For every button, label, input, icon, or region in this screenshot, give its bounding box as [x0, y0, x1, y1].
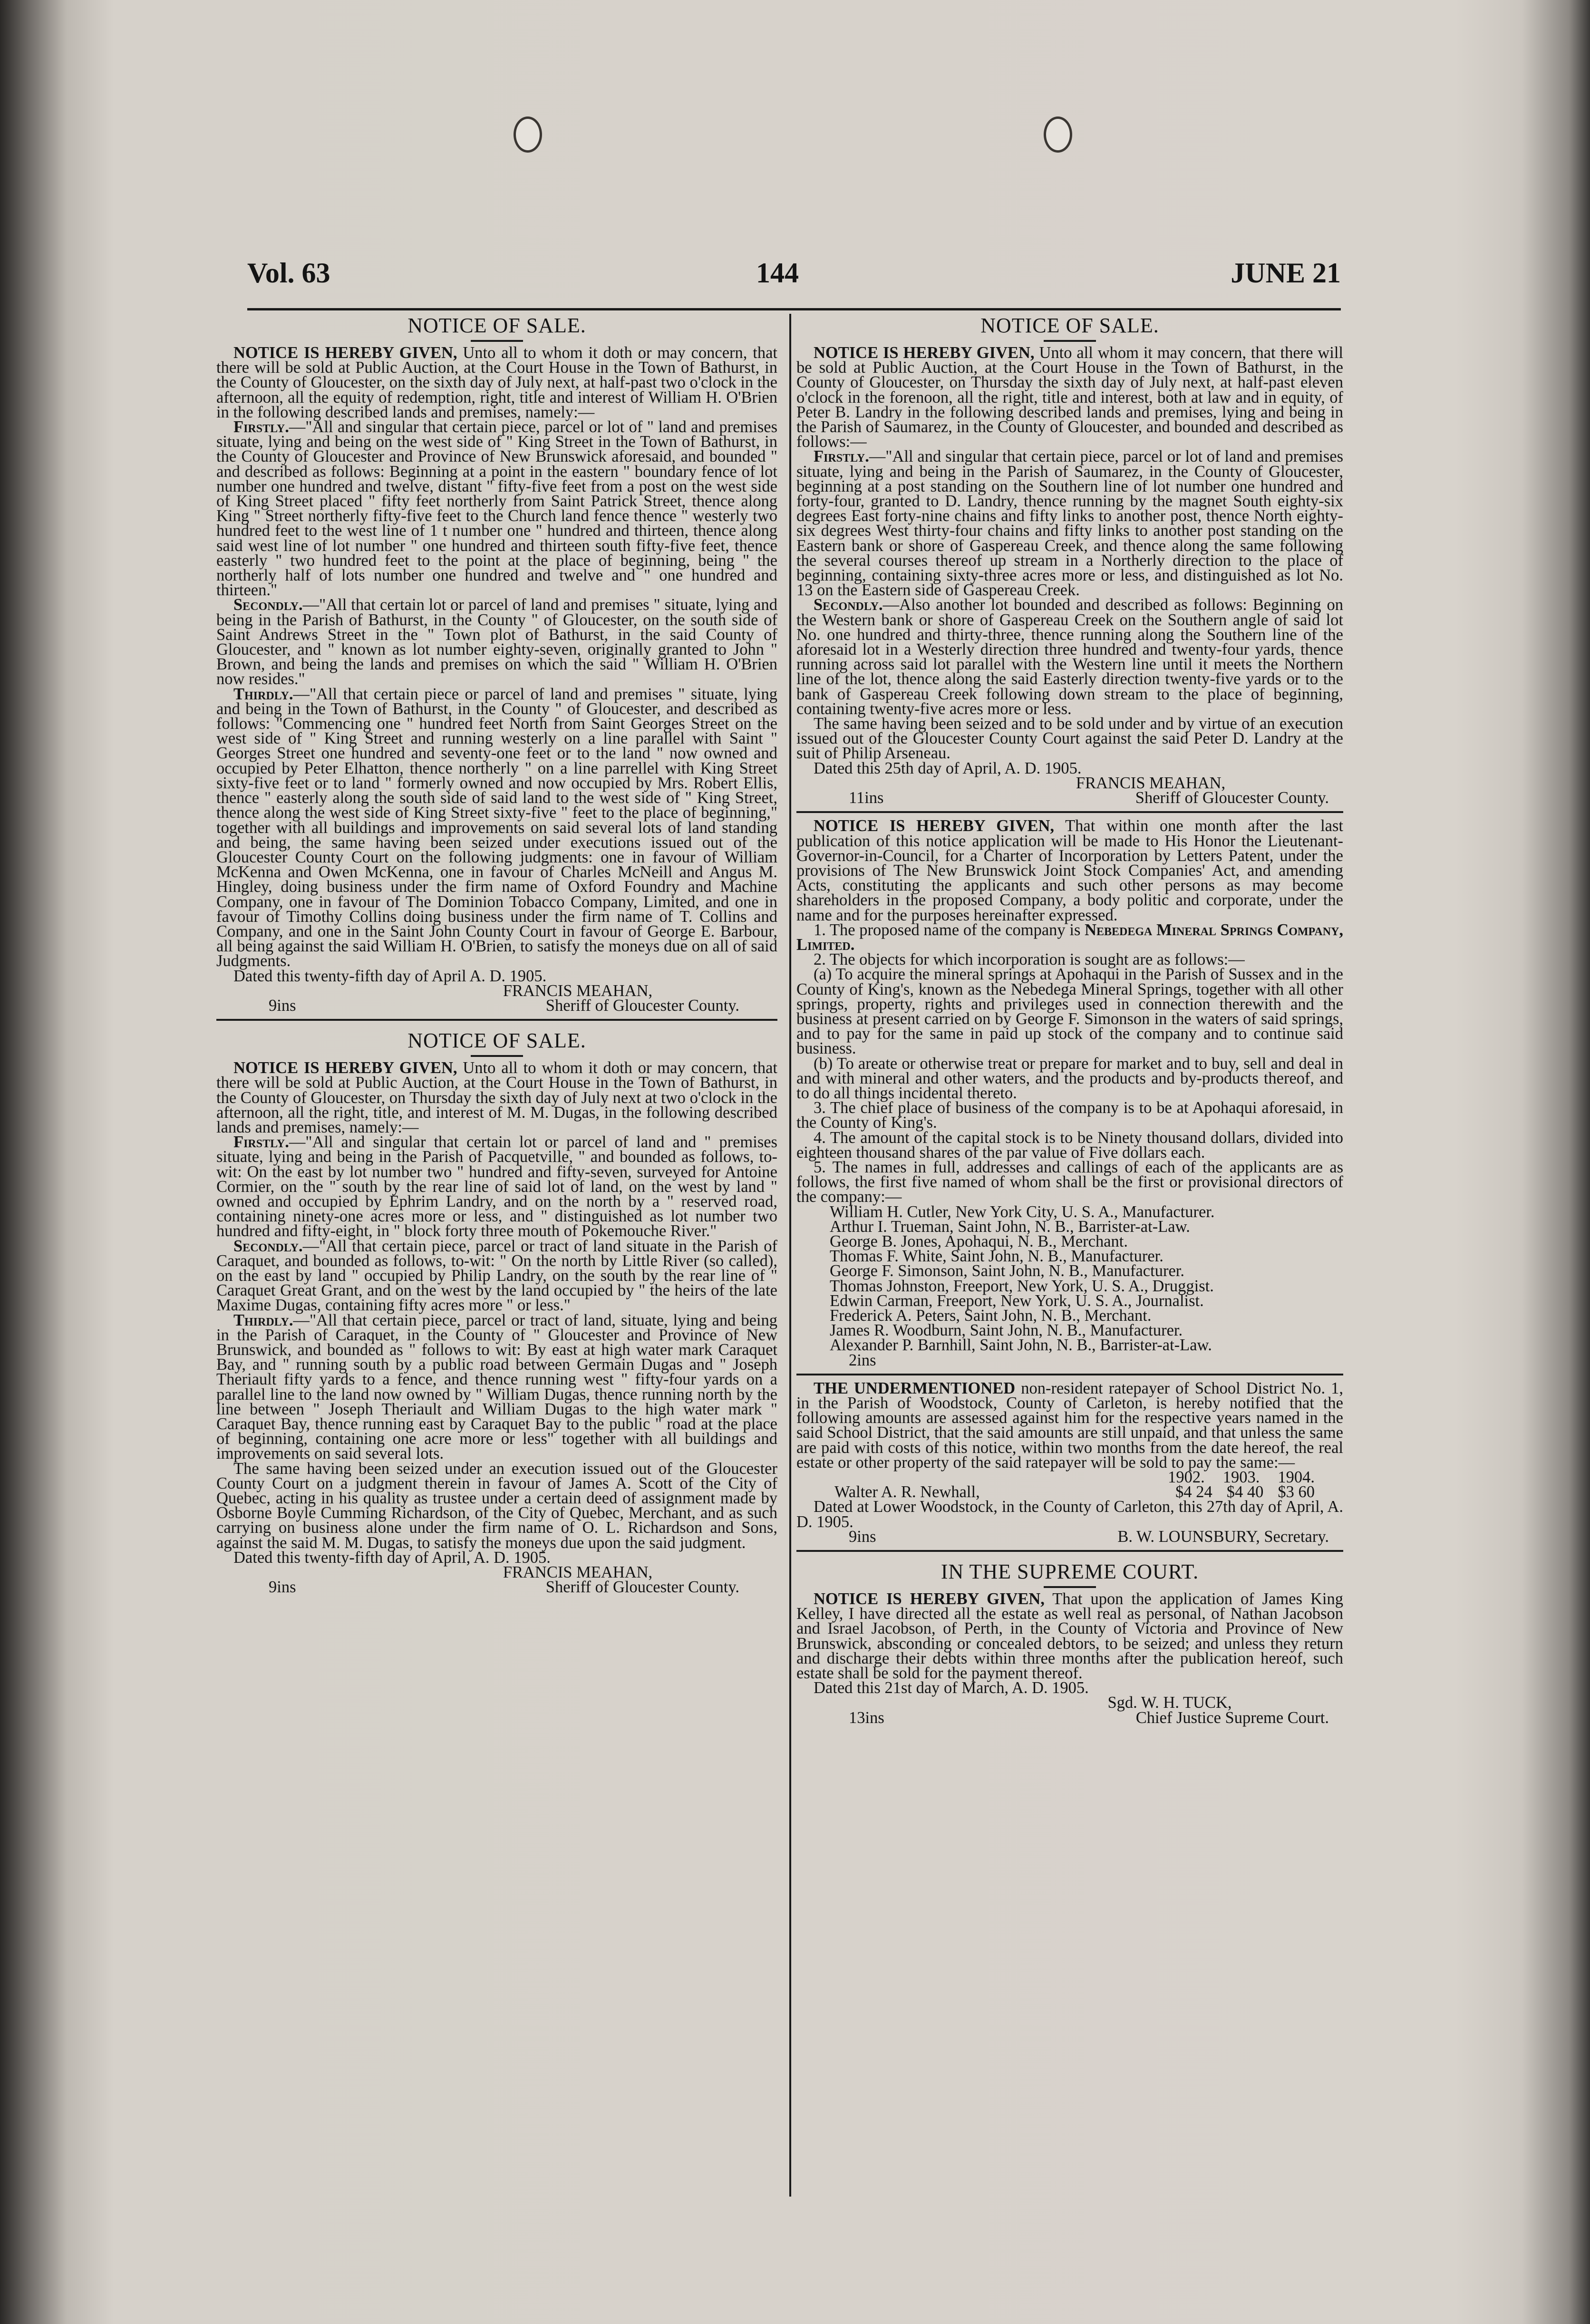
right-column	[796, 311, 1343, 1725]
volume-number: Vol. 63	[247, 257, 330, 289]
header-rule	[247, 308, 1341, 310]
insertion-count: 9ins	[849, 1527, 876, 1546]
seizure-paragraph: The same having been seized and to be sold under and by virtue of an execution issued out of the Gloucester County Court against the said Peter D. Landry at the suit of Philip Arseneau.	[796, 715, 1343, 763]
ratepayer-name: Walter A. R. Newhall,	[834, 1483, 980, 1501]
signer-office: Sheriff of Gloucester County.	[545, 996, 739, 1015]
notice-title: NOTICE OF SALE.	[407, 314, 586, 337]
item-1: 1. The proposed name of the company is Nebedega Mineral Springs Company, Limited.	[796, 920, 1344, 954]
punch-hole	[1044, 116, 1072, 153]
insertion-count: 9ins	[269, 996, 296, 1015]
notice-dated: Dated this twenty-fifth day of April, A. D. 1905.	[233, 1548, 551, 1567]
insertion-count: 11ins	[849, 789, 884, 807]
signer-name: B. W. LOUNSBURY, Secretary.	[1117, 1527, 1329, 1546]
director-entry: George B. Jones, Apohaqui, N. B., Merchant.	[830, 1232, 1128, 1250]
director-entry: Thomas Johnston, Freeport, New York, U. S. A., Druggist.	[830, 1277, 1214, 1295]
notice-title: NOTICE OF SALE.	[407, 1029, 586, 1053]
director-entry: William H. Cutler, New York City, U. S. A., Manufacturer.	[830, 1202, 1215, 1221]
signer-name: FRANCIS MEAHAN,	[1076, 774, 1226, 792]
thirdly-paragraph: Thirdly.—"All that certain piece, parcel or tract of land, situate, lying and being in the Parish of Caraquet, in the County of " Gloucester and Province of New Brunswick, and bounded as " follows to wit: By east at high water mark Caraquet Bay, and " running south by a public road between Germain Dugas and " Joseph Theriault fifty yards to a fence, and thence running west " fifty-four yards on a parallel line to the land now owned by " William Dugas, thence running north by the line between " Joseph Theriault and William Dugas to the high water mark " Caraquet Bay, thence running east by Caraquet Bay to the public " road at the place of beginning, containing one acre more or less" together with all buildings and improvements on said several lots.	[216, 1311, 777, 1463]
thirdly-paragraph: Thirdly.—"All that certain piece or parcel of land and premises " situate, lying and being in the Town of Bathurst, in the County " of Gloucester, and described as follows: "Commencing one " hundred feet North from Saint Georges Street on the west side of " King Street and running westerly on a line parallel with Saint " Georges Street one hundred and seventy-one feet or to the land " now owned and occupied by Peter Elhatton, thence northerly " on a line parrellel with King Street sixty-five feet or to land " formerly owned and now occupied by Mrs. Robert Ellis, thence " easterly along the south side of said land to the west side of " King Street, thence along the west side of King Street sixty-five " feet to the place of beginning," together with all buildings and improvements on said several lots of land standing and being, the same having been seized under executions issued out of the Gloucester County Court on the following judgments: one in favour of William McKenna and Owen McKenna, one in favour of Charles McNeill and Angus M. Hingley, doing business under the firm name of Oxford Foundry and Machine Company, one in favour of The Dominion Tobacco Company, Limited, and one in favour of Timothy Collins doing business under the firm name of T. Collins and Company, and one in the Saint John County Court in favour of George E. Barbour, all being against the said William H. O'Brien, to satisfy the moneys due on all of said Judgments.	[216, 685, 777, 970]
punch-hole	[514, 116, 542, 153]
notice-dated: Dated this twenty-fifth day of April A. D. 1905.	[233, 967, 547, 985]
section-divider	[796, 1550, 1343, 1552]
notice-title: IN THE SUPREME COURT.	[940, 1560, 1199, 1584]
seizure-paragraph: The same having been seized under an execution issued out of the Gloucester County Court on a judgment therein in favour of James A. Scott of the City of Quebec, acting in his quality as trustee under a certain deed of assignment made by Osborne Boyle Cumming Richardson, of the City of Quebec, Merchant, and as such carrying on business alone under the firm name of O. L. Richardson and Sons, against the said M. M. Dugas, to satisfy the moneys due upon the said judgment.	[216, 1459, 777, 1552]
insertion-count: 9ins	[269, 1578, 296, 1597]
title-rule	[471, 340, 523, 342]
notice-intro: THE UNDERMENTIONED non-resident ratepayer of School District No. 1, in the Parish of Woodstock, County of Carleton, is hereby notified that the following amounts are assessed against him for the respective years named in the said School District, that the said amounts are still unpaid, and that unless the same are paid with costs of this notice, within two months from the date hereof, the real estate or other property of the said ratepayer will be sold to pay the same:—	[796, 1379, 1343, 1472]
secondly-paragraph: Secondly.—Also another lot bounded and described as follows: Beginning on the Western bank or shore of Gaspereau Creek on the Southern angle of said lot No. one hundred and thirty-three, thence running along the Southern line of the aforesaid lot in a Westerly direction three hundred and twenty-four yards, thence running across said lot parallel with the Western line until it meets the Northern line of the lot, thence along the said Easterly direction twenty-five yards or to the bank of Gaspereau Creek following down stream to the place of beginning, containing twenty-five acres more or less.	[796, 596, 1343, 718]
title-rule	[471, 1055, 523, 1057]
signer-name: Sgd. W. H. TUCK,	[1107, 1694, 1232, 1712]
title-rule	[1044, 340, 1096, 342]
item-2: 2. The objects for which incorporation is sought are as follows:—	[814, 950, 1245, 969]
item-2b: (b) To areate or otherwise treat or prepare for market and to buy, sell and deal in and with mineral and other waters, and the products and by-products thereof, and to do all things incidental thereto.	[796, 1054, 1343, 1102]
page-number: 144	[756, 257, 799, 289]
item-4: 4. The amount of the capital stock is to be Ninety thousand dollars, divided into eighteen thousand shares of the par value of Five dollars each.	[796, 1128, 1343, 1162]
notice-title: NOTICE OF SALE.	[980, 314, 1159, 337]
notice-intro: NOTICE IS HEREBY GIVEN, That upon the application of James King Kelley, I have directed all the estate as well real as personal, of Nathan Jacobson and Israel Jacobson, of Perth, in the County of Victoria and Province of New Brunswick, absconding or concealed debtors, to be seized; and unless they return and discharge their debts within three months after the publication hereof, such estate shall be sold for the payment thereof.	[796, 1590, 1344, 1683]
notice-intro: NOTICE IS HEREBY GIVEN, That within one month after the last publication of this notice application will be made to His Honor the Lieutenant-Governor-in-Council, for a Charter of Incorporation by Letters Patent, under the provisions of The New Brunswick Joint Stock Companies' Act, and amending Acts, constituting the applicants and such other persons as may become shareholders in the proposed Company, a body politic and corporate, under the name and for the purposes hereinafter expressed.	[796, 817, 1343, 924]
notice-of-sale-dugas	[216, 1026, 777, 1595]
director-entry: James R. Woodburn, Saint John, N. B., Manufacturer.	[830, 1321, 1183, 1340]
signer-name: FRANCIS MEAHAN,	[503, 981, 653, 1000]
item-2a: (a) To acquire the mineral springs at Apohaqui in the Parish of Sussex and in the County of King's, known as the Nebedega Mineral Springs, together with all other springs, property, rights and privileges used in connection therewith and the business at present carried on by George F. Simonson in the waters of said springs, and to pay for the same in paid up stock of the company and to continue said business.	[796, 965, 1343, 1058]
notice-of-sale-obrien	[216, 311, 777, 1013]
director-entry: Thomas F. White, Saint John, N. B., Manufacturer.	[830, 1247, 1163, 1266]
director-entry: Alexander P. Barnhill, Saint John, N. B., Barrister-at-Law.	[830, 1336, 1212, 1355]
director-entry: George F. Simonson, Saint John, N. B., Manufacturer.	[830, 1262, 1184, 1280]
director-entry: Frederick A. Peters, Saint John, N. B., Merchant.	[830, 1307, 1152, 1325]
notice-dated: Dated this 21st day of March, A. D. 1905.	[814, 1679, 1089, 1697]
notice-ratepayer	[796, 1381, 1343, 1544]
secondly-paragraph: Secondly.—"All that certain piece, parcel or tract of land situate in the Parish of Caraquet, and bounded as follows, to-wit: " On the north by Little River (so called), on the east by land " occupied by Philip Landry, on the south by the rear line of " Caraquet Great Grant, and on the west by the land occupied by " the heirs of the late Maxime Dugas, containing fifty acres more " or less."	[216, 1237, 777, 1315]
left-column	[216, 311, 777, 1595]
section-divider	[796, 811, 1343, 813]
assessment-row: Walter A. R. Newhall, $4 24 $4 40 $3 60	[834, 1483, 1315, 1501]
title-rule	[1044, 1586, 1096, 1588]
notice-dated: Dated this 25th day of April, A. D. 1905.	[814, 759, 1082, 777]
firstly-paragraph: Firstly.—"All and singular that certain piece, parcel or lot of land and premises situate, lying and being in the Parish of Saumarez, in the County of Gloucester, beginning at a post standing on the Southern line of lot number one hundred and forty-four, granted to D. Landry, thence running by the magnet South eighty-six degrees East forty-nine chains and fifty links to another post, thence North eighty-six degrees West thirty-four chains and fifty links to another post standing on the Eastern bank or shore of Gaspereau Creek, and thence along the same following the several courses thereof up stream in a Northerly direction to the place of beginning, containing sixty-three acres more or less, and distinguished as lot No. 13 on the Eastern side of Gaspereau Creek.	[796, 447, 1343, 600]
signer-office: Sheriff of Gloucester County.	[1135, 789, 1329, 807]
page-header	[247, 257, 1341, 300]
column-divider	[789, 314, 791, 2197]
notice-of-sale-landry	[796, 311, 1343, 805]
notice-supreme-court	[796, 1558, 1343, 1725]
signer-name: FRANCIS MEAHAN,	[503, 1563, 653, 1582]
secondly-paragraph: Secondly.—"All that certain lot or parcel of land and premises " situate, lying and being in the Parish of Bathurst, in the County " of Gloucester, on the south side of Saint Andrews Street in the " Town plot of Bathurst, in the said County of Gloucester, and " known as lot number eighty-seven, originally granted to John " Brown, and being the lands and premises on which the said " William H. O'Brien now resides."	[216, 596, 777, 688]
item-5: 5. The names in full, addresses and callings of each of the applicants are as follows, the first five named of whom shall be the first or provisional directors of the company:—	[796, 1158, 1343, 1206]
firstly-paragraph: Firstly.—"All and singular that certain lot or parcel of land and " premises situate, lying and being in the Parish of Pacquetville, " and bounded as follows, to-wit: On the east by lot number two " hundred and fifty-seven, surveyed for Antoine Cormier, on the " south by the rear line of said lot of land, on the west by land " owned and occupied by Ephrim Landry, and on the north by a " reserved road, containing ninety-one acres more or less, and " distinguished as lot number two hundred and fifty-eight, in " block forty three mouth of Pokemouche River."	[216, 1133, 777, 1240]
notice-intro: NOTICE IS HEREBY GIVEN, Unto all to whom it doth or may concern, that there will be sold at Public Auction, at the Court House in the Town of Bathurst, in the County of Gloucester, on Thursday the sixth day of July next at two o'clock in the afternoon, all the right, title, and interest of M. M. Dugas, in the following described lands and premises, namely:—	[216, 1059, 777, 1136]
insertion-count: 2ins	[849, 1351, 876, 1369]
signer-office: Chief Justice Supreme Court.	[1135, 1708, 1329, 1727]
firstly-paragraph: Firstly.—"All and singular that certain piece, parcel or lot of " land and premises situate, lying and being on the west side of " King Street in the Town of Bathurst, in the County of Gloucester and Province of New Brunswick aforesaid, and bounded " and described as follows: Beginning at a point in the eastern " boundary fence of lot number one hundred and twelve, distant " fifty-five feet from a post on the west side of King Street placed " fifty feet northerly from Saint Patrick Street, thence along King " Street northerly fifty-five feet to the Church land fence thence " westerly two hundred feet to the west line of 1 t number one " hundred and thirteen, thence along said west line of lot number " one hundred and thirteen south fifty-five feet, thence easterly " two hundred feet to the point at the place of beginning, being " the northerly half of lots number one hundred and twelve and " one hundred and thirteen."	[216, 418, 777, 600]
item-3: 3. The chief place of business of the company is to be at Apohaqui aforesaid, in the County of King's.	[796, 1099, 1343, 1132]
signer-office: Sheriff of Gloucester County.	[545, 1578, 739, 1597]
notice-intro: NOTICE IS HEREBY GIVEN, Unto all to whom it doth or may concern, that there will be sold at Public Auction, at the Court House in the Town of Bathurst, in the County of Gloucester, on the sixth day of July next, at half-past two o'clock in the afternoon, all the equity of redemption, right, title and interest of William H. O'Brien in the following described lands and premises, namely:—	[216, 344, 777, 421]
insertion-count: 13ins	[849, 1708, 884, 1727]
director-entry: Arthur I. Trueman, Saint John, N. B., Barrister-at-Law.	[830, 1217, 1190, 1236]
notice-dated: Dated at Lower Woodstock, in the County of Carleton, this 27th day of April, A. D. 1905.	[796, 1498, 1343, 1531]
section-divider	[796, 1374, 1343, 1375]
issue-date: JUNE 21	[1231, 257, 1341, 289]
notice-incorporation	[796, 819, 1343, 1368]
section-divider	[216, 1019, 777, 1021]
director-entry: Edwin Carman, Freeport, New York, U. S. A., Journalist.	[830, 1291, 1204, 1310]
notice-intro: NOTICE IS HEREBY GIVEN, Unto all whom it may concern, that there will be sold at Public Auction, at the Court House in the Town of Bathurst, in the County of Gloucester, on Thursday the sixth day of July next, at half-past eleven o'clock in the forenoon, all the right, title and interest, both at law and in equity, of Peter B. Landry in the following described lands and premises, lying and being in the Parish of Saumarez, in the County of Gloucester, and bounded and described as follows:—	[796, 344, 1343, 451]
assessment-years: 1902. 1903. 1904.	[1168, 1468, 1315, 1487]
